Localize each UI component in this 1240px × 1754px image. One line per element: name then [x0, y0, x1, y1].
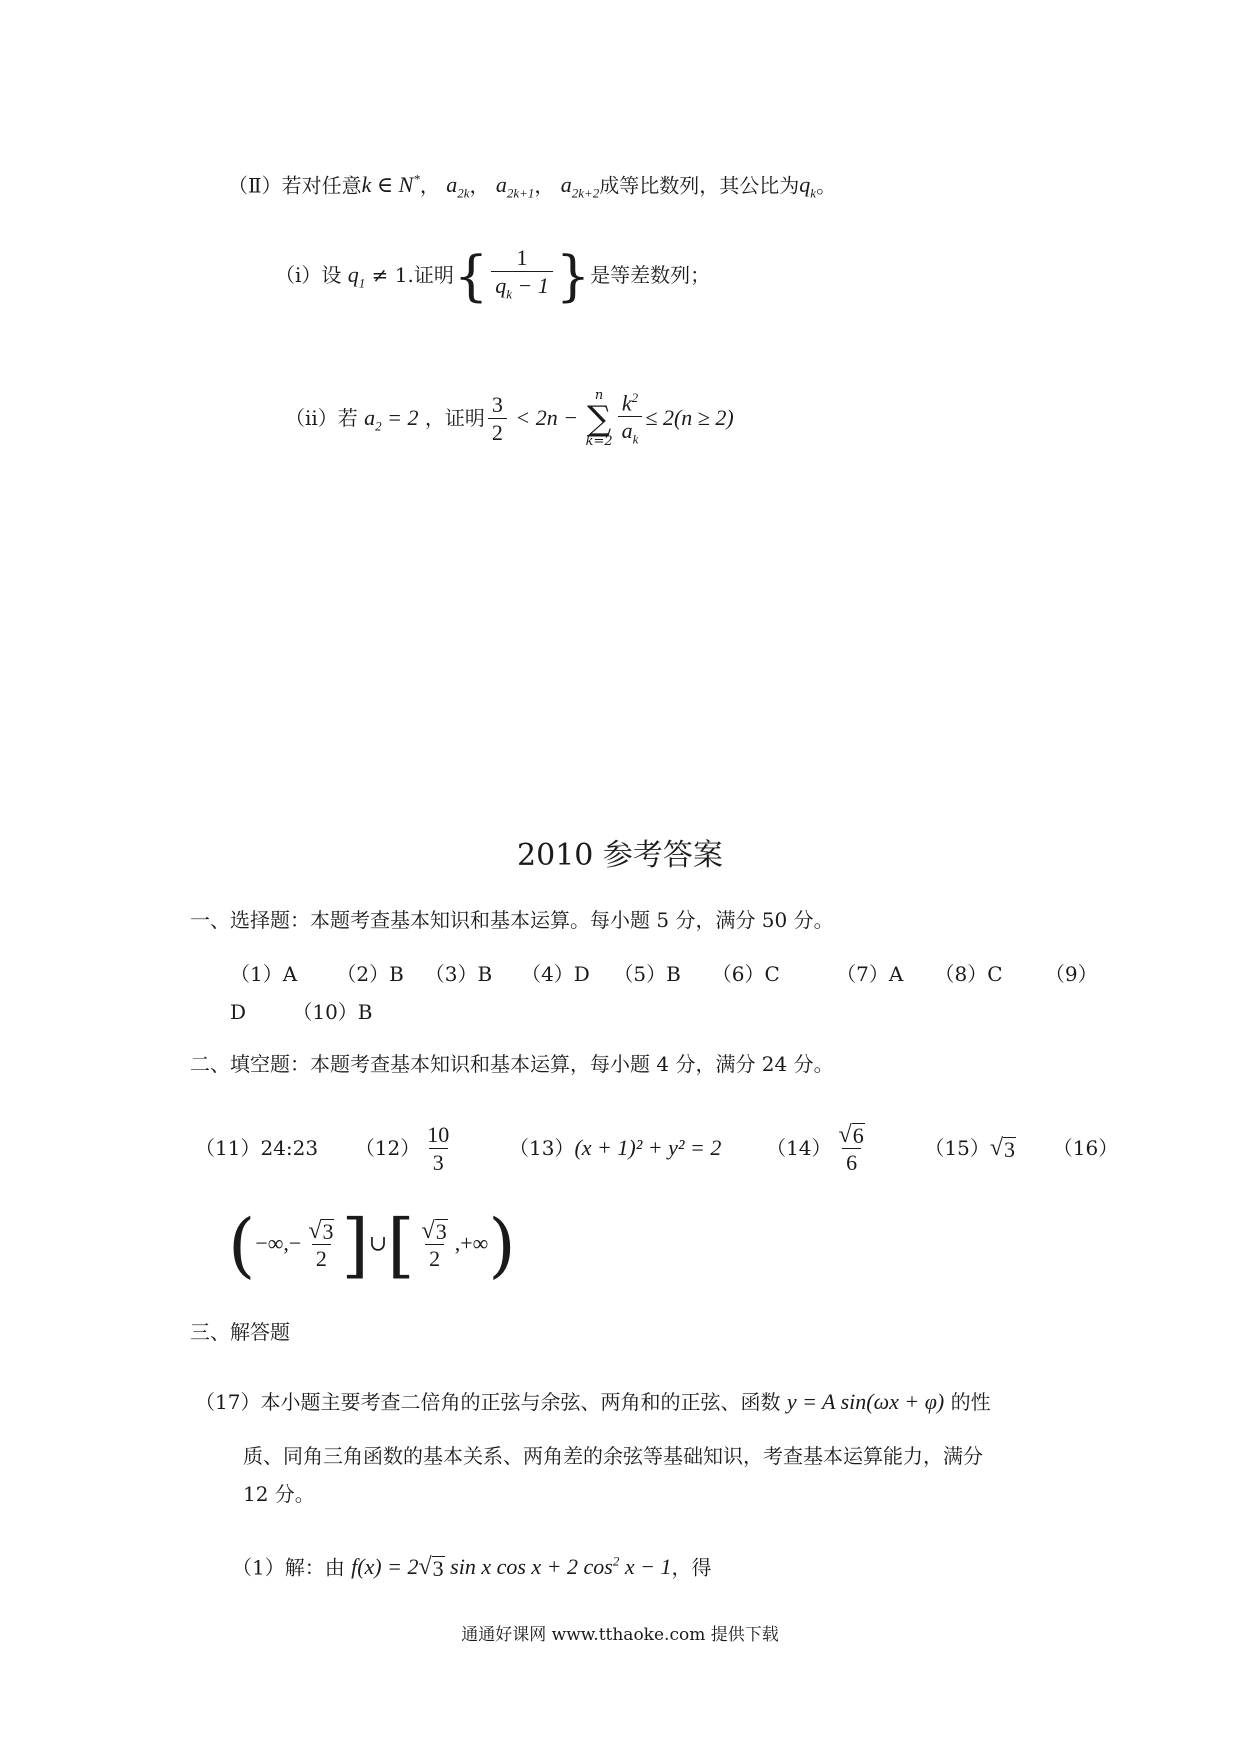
sub1-tail: 是等差数列；: [590, 263, 711, 288]
choice-answer: （7）A: [836, 962, 904, 986]
sep: ，: [534, 173, 555, 198]
sum-symbol: n ∑ k=2: [585, 388, 613, 450]
sub2-label: （ii）若: [285, 405, 358, 430]
union-symbol: ∪: [368, 1230, 388, 1256]
q16-answer: [228, 1204, 516, 1286]
section3-heading: 三、解答题: [190, 1320, 290, 1344]
q17-solution: [232, 1548, 711, 1581]
section1-heading: 一、选择题：本题考查基本知识和基本运算。每小题 5 分，满分 50 分。: [190, 908, 834, 932]
q17-intro-line1: [195, 1388, 991, 1416]
part2-label: （Ⅱ）若对任意: [228, 173, 362, 198]
q14-denominator: 6: [842, 1148, 861, 1177]
q16-sqrt-value: 3: [322, 1218, 334, 1244]
sub2-mid: ，证明: [424, 405, 485, 430]
right-paren: ): [488, 1204, 516, 1286]
q17-solution-tail: ，得: [671, 1555, 712, 1580]
fraction-1-over-qk-minus-1: $\frac{1}{q_k - 1}$: [491, 245, 553, 308]
q15-sqrt: √ 3: [989, 1135, 1016, 1162]
part2-text: 成等比数列，其公比为: [599, 173, 800, 198]
choice-answer: （10）B: [292, 1000, 373, 1024]
choice-answer: （9）: [1044, 962, 1098, 986]
answers-title: 2010 参考答案: [517, 838, 723, 873]
section2-heading: 二、填空题：本题考查基本知识和基本运算，每小题 4 分，满分 24 分。: [190, 1052, 834, 1076]
q14-numerator: 6: [852, 1123, 864, 1148]
q15-value: 3: [1004, 1137, 1016, 1162]
sub2-tail: ≤ 2(n ≥ 2): [645, 404, 734, 430]
q16-fraction-left: √ 3 2: [308, 1217, 334, 1271]
sep: ，: [469, 173, 490, 198]
choices-line2: [230, 998, 373, 1026]
q16-denominator: 2: [425, 1244, 444, 1273]
fill-answers-line: [195, 1122, 1118, 1177]
sub1-neq: ≠ 1.证明: [371, 263, 454, 288]
q13-expression: (x + 1)² + y² = 2: [574, 1135, 722, 1160]
choice-answer: （1）A: [230, 962, 298, 986]
q17-intro-tail: 的性: [950, 1390, 991, 1414]
math-k-in-n: k ∈ N*: [361, 172, 420, 198]
math-a2k2: $a_{2k+2}$: [560, 172, 600, 201]
q16-fraction-right: √ 3 2: [421, 1217, 447, 1271]
q12-numerator: 10: [427, 1122, 450, 1147]
q16-sqrt-value: 3: [435, 1218, 447, 1244]
choice-answer: （3）B: [424, 962, 493, 986]
footer-watermark: 通通好课网 www.tthaoke.com 提供下载: [461, 1625, 779, 1645]
right-brace: }: [555, 244, 591, 308]
math-a2-eq-2: $a_2 = 2$: [364, 404, 419, 434]
q11-answer: （11）24:23: [195, 1136, 319, 1160]
math-a2k1: $a_{2k+1}$: [495, 172, 535, 201]
fraction-k2-over-ak: $\frac{k^2}{a_k}$: [618, 385, 643, 454]
subpart-ii: [285, 385, 734, 454]
q12-label: （12）: [354, 1136, 421, 1160]
q17-intro-line3: 12 分。: [243, 1482, 315, 1506]
math-lt-2n: < 2n −: [509, 404, 584, 430]
subpart-i: [275, 245, 710, 308]
left-bracket: [: [387, 1204, 415, 1286]
left-paren: (: [228, 1204, 256, 1286]
q12-denominator: 3: [429, 1148, 448, 1177]
choice-answer: （4）D: [521, 962, 590, 986]
q17-function: y = A sin(ωx + φ): [786, 1389, 945, 1414]
sep: ，: [419, 173, 440, 198]
choice-answer: （2）B: [336, 962, 404, 986]
choice-answer: （5）B: [613, 962, 681, 986]
choices-line1: [230, 960, 1098, 988]
math-qk: $q_k$: [799, 172, 817, 201]
q16-neg-inf: −∞,−: [255, 1230, 302, 1256]
q12-fraction: [423, 1122, 453, 1177]
right-bracket: ]: [341, 1204, 369, 1286]
choice-answer: D: [230, 1000, 247, 1024]
q17-equation: f(x) = 2 √ 3 sin x cos x + 2 $\cos^2 x - 1$: [351, 1554, 672, 1582]
fraction-3-over-2: $\frac{3}{2}$: [488, 392, 507, 447]
left-brace: {: [453, 244, 489, 308]
sub1-label: （i）设: [275, 263, 342, 288]
math-a2k: $a_{2k}$: [446, 172, 470, 201]
sqrt-symbol: √ 6: [838, 1122, 864, 1148]
q17-solution-label: （1）解：由: [232, 1555, 345, 1580]
q14-label: （14）: [766, 1136, 832, 1160]
sep: 。: [816, 173, 837, 198]
choice-answer: （8）C: [934, 962, 1003, 986]
q16-label: （16）: [1052, 1136, 1119, 1160]
q17-intro-line2: 质、同角三角函数的基本关系、两角差的余弦等基础知识，考查基本运算能力，满分: [243, 1444, 983, 1468]
part2-statement: [228, 166, 836, 208]
q16-denominator: 2: [312, 1244, 331, 1273]
q16-pos-inf: ,+∞: [454, 1230, 489, 1256]
q14-fraction: [835, 1122, 869, 1177]
q17-intro-text: （17）本小题主要考查二倍角的正弦与余弦、两角和的正弦、函数: [195, 1390, 781, 1414]
q15-label: （15）: [924, 1136, 990, 1160]
choice-answer: （6）C: [711, 962, 780, 986]
q13-label: （13）: [508, 1136, 575, 1160]
math-q1: $q_1$: [347, 262, 366, 291]
